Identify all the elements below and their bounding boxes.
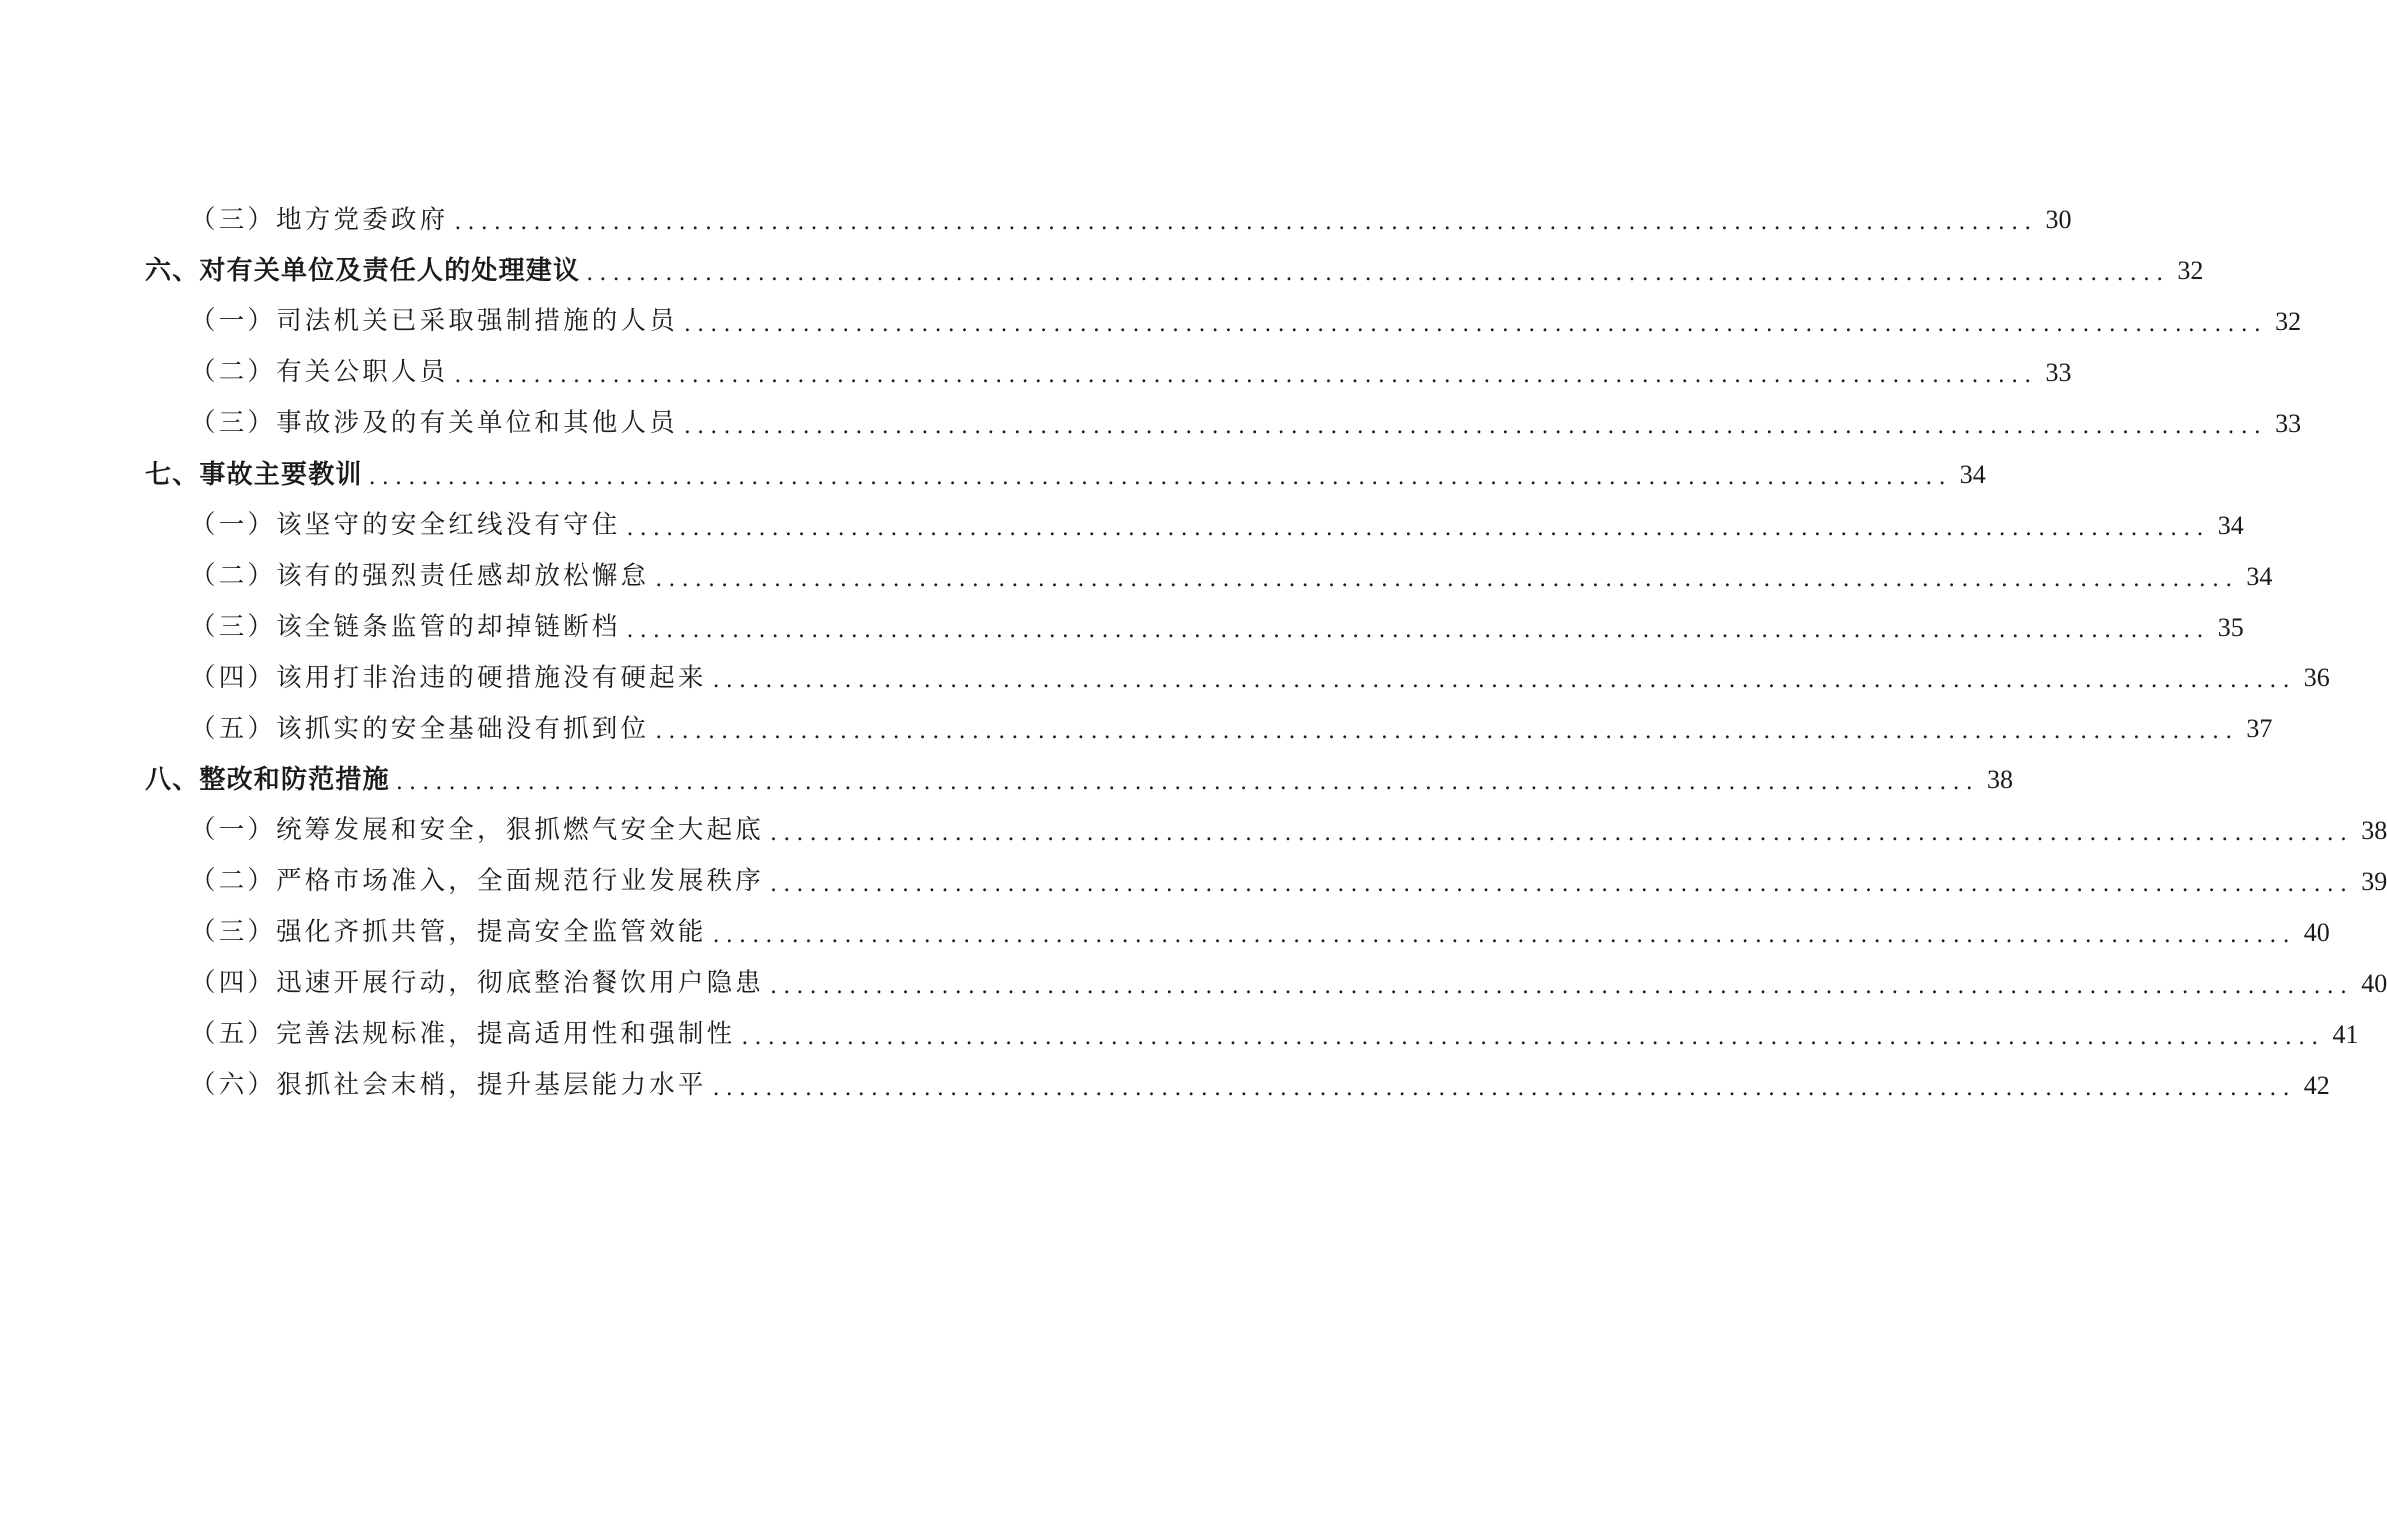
toc-entry-title: （六）狠抓社会末梢，提升基层能力水平 xyxy=(190,1069,707,1100)
toc-entry xyxy=(0,399,2302,450)
toc-dot-leader: ........................................................................................................................ xyxy=(454,210,2038,236)
toc-entry xyxy=(0,653,2330,704)
toc-entry-title: 八、整改和防范措施 xyxy=(145,765,390,796)
toc-entry-page: 34 xyxy=(1959,459,1986,489)
toc-entry-page: 42 xyxy=(2303,1070,2330,1100)
table-of-contents xyxy=(0,195,2387,1111)
toc-entry xyxy=(0,1009,2359,1060)
toc-entry-title: 六、对有关单位及责任人的处理建议 xyxy=(145,256,581,287)
toc-dot-leader: ........................................................................................................................ xyxy=(712,922,2296,948)
toc-entry xyxy=(0,755,2013,806)
toc-entry-page: 39 xyxy=(2361,867,2387,897)
toc-entry-title: （四）该用打非治违的硬措施没有硬起来 xyxy=(190,662,707,693)
toc-entry xyxy=(0,1060,2330,1111)
toc-dot-leader: ........................................................................................................................ xyxy=(655,566,2239,592)
toc-entry xyxy=(0,857,2387,908)
toc-entry-page: 32 xyxy=(2177,256,2204,286)
toc-dot-leader: ........................................................................................................................ xyxy=(454,363,2038,389)
toc-entry-page: 40 xyxy=(2303,917,2330,947)
toc-entry-title: （四）迅速开展行动，彻底整治餐饮用户隐患 xyxy=(190,968,765,999)
toc-entry xyxy=(0,602,2244,653)
toc-entry-page: 32 xyxy=(2275,307,2302,337)
toc-entry-page: 34 xyxy=(2217,510,2244,540)
toc-entry-page: 37 xyxy=(2246,714,2273,744)
toc-entry xyxy=(0,704,2273,755)
toc-dot-leader: ........................................................................................................................ xyxy=(655,719,2239,745)
toc-entry-title: （三）该全链条监管的却掉链断档 xyxy=(190,611,621,642)
toc-dot-leader: ........................................................................................................................ xyxy=(626,515,2210,541)
toc-dot-leader: ........................................................................................................................ xyxy=(770,821,2354,847)
toc-dot-leader: ........................................................................................................................ xyxy=(683,312,2268,338)
toc-entry-title: （三）事故涉及的有关单位和其他人员 xyxy=(190,408,678,439)
toc-dot-leader: ........................................................................................................................ xyxy=(770,872,2354,898)
toc-entry-page: 30 xyxy=(2045,205,2072,235)
toc-entry-title: （五）该抓实的安全基础没有抓到位 xyxy=(190,713,650,744)
toc-entry xyxy=(0,806,2387,857)
toc-entry-title: （一）统筹发展和安全，狠抓燃气安全大起底 xyxy=(190,815,765,846)
toc-entry-page: 36 xyxy=(2303,663,2330,693)
toc-entry xyxy=(0,907,2330,958)
toc-entry xyxy=(0,449,1986,500)
toc-dot-leader: ........................................................................................................................ xyxy=(586,261,2170,287)
toc-entry-title: （三）地方党委政府 xyxy=(190,204,449,235)
toc-dot-leader: ........................................................................................................................ xyxy=(770,973,2354,999)
toc-entry xyxy=(0,297,2302,348)
toc-entry xyxy=(0,958,2387,1009)
toc-entry-title: （一）司法机关已采取强制措施的人员 xyxy=(190,306,678,337)
toc-entry-page: 35 xyxy=(2217,612,2244,642)
toc-entry-title: （五）完善法规标准，提高适用性和强制性 xyxy=(190,1018,736,1049)
toc-entry xyxy=(0,195,2072,246)
toc-entry-page: 33 xyxy=(2045,358,2072,388)
toc-entry xyxy=(0,500,2244,551)
toc-dot-leader: ........................................................................................................................ xyxy=(712,1075,2296,1101)
toc-dot-leader: ........................................................................................................................ xyxy=(395,770,1979,796)
toc-dot-leader: ........................................................................................................................ xyxy=(683,414,2268,439)
toc-entry-title: （二）严格市场准入，全面规范行业发展秩序 xyxy=(190,866,765,897)
toc-entry-title: （一）该坚守的安全红线没有守住 xyxy=(190,510,621,541)
toc-entry-page: 38 xyxy=(2361,816,2387,846)
toc-entry-title: （二）有关公职人员 xyxy=(190,357,449,388)
toc-dot-leader: ........................................................................................................................ xyxy=(712,668,2296,694)
toc-entry-title: （三）强化齐抓共管，提高安全监管效能 xyxy=(190,917,707,948)
toc-entry xyxy=(0,551,2273,602)
toc-dot-leader: ........................................................................................................................ xyxy=(626,617,2210,643)
toc-entry-page: 40 xyxy=(2361,968,2387,998)
toc-entry-title: （二）该有的强烈责任感却放松懈怠 xyxy=(190,560,650,591)
toc-entry-page: 33 xyxy=(2275,409,2302,438)
toc-entry-title: 七、事故主要教训 xyxy=(145,459,363,490)
toc-entry-page: 38 xyxy=(1987,765,2013,795)
toc-entry-page: 41 xyxy=(2332,1019,2359,1049)
toc-entry xyxy=(0,246,2204,297)
toc-entry xyxy=(0,348,2072,399)
toc-dot-leader: ........................................................................................................................ xyxy=(368,464,1952,490)
toc-entry-page: 34 xyxy=(2246,561,2273,591)
toc-dot-leader: ........................................................................................................................ xyxy=(741,1024,2325,1050)
